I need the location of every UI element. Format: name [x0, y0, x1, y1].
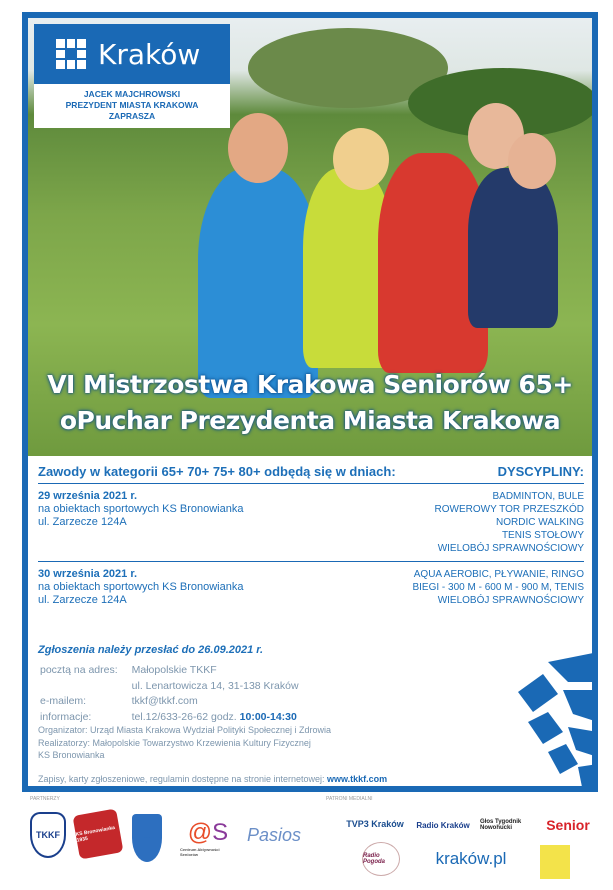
- invitation: [34, 84, 230, 128]
- email-link[interactable]: tkkf@tkkf.com: [131, 695, 198, 707]
- day-place: na obiektach sportowych KS Bronowianka: [38, 503, 244, 515]
- day-address: ul. Zarzecze 124A: [38, 516, 127, 528]
- disciplines-heading: DYSCYPLINY:: [497, 464, 584, 479]
- discipline: ROWEROWY TOR PRZESZKÓD: [434, 504, 584, 515]
- post-address: Małopolskie TKKF: [131, 664, 217, 676]
- media-logo-radio-krakow: Radio Kraków: [416, 820, 470, 830]
- day-row: [38, 484, 584, 562]
- media-label: PATRONI MEDIALNI: [326, 796, 373, 802]
- krakow-logo: [34, 24, 230, 84]
- discipline: TENIS STOŁOWY: [501, 530, 584, 541]
- discipline: WIELOBÓJ SPRAWNOŚCIOWY: [437, 543, 584, 554]
- day-address: ul. Zarzecze 124A: [38, 594, 127, 606]
- invite-line: ZAPRASZA: [108, 111, 156, 121]
- partner-name: Centrum Aktywności Seniorów: [180, 847, 220, 857]
- partner-logo-krakow-crest: Kraków herb: [132, 814, 162, 862]
- website-link[interactable]: www.tkkf.com: [327, 774, 388, 784]
- email-label: e-mailem:: [40, 695, 87, 707]
- contact-table: [38, 662, 313, 726]
- phone: tel.12/633-26-62 godz.: [131, 710, 237, 723]
- post-label: pocztą na adres:: [40, 664, 118, 676]
- media-logo-glos: Głos Tygodnik Nowohucki: [480, 819, 522, 831]
- krakow-pattern-icon: [508, 652, 598, 792]
- day-row: [38, 562, 584, 613]
- title-line-2: oPuchar Prezydenta Miasta Krakowa: [59, 406, 561, 435]
- media-logo-gazeta: Gazeta: [540, 845, 570, 879]
- website-text: Zapisy, karty zgłoszeniowe, regulamin dostępne na stronie internetowej:: [38, 774, 325, 784]
- discipline: BADMINTON, BULE: [492, 491, 584, 502]
- day-place: na obiektach sportowych KS Bronowianka: [38, 581, 244, 593]
- title-line-1: VI Mistrzostwa Krakowa Seniorów 65+: [47, 370, 573, 399]
- realizers: Realizatorzy: Małopolskie Towarzystwo Krzewienia Kultury Fizycznej: [38, 737, 311, 748]
- discipline: NORDIC WALKING: [496, 517, 584, 528]
- partners-label: PARTNERZY: [30, 796, 60, 802]
- krakow-logo-icon: [56, 39, 86, 69]
- media-logo-radio-pogoda: Radio Pogoda: [362, 842, 400, 876]
- categories-heading: Zawody w kategorii 65+ 70+ 75+ 80+ odbędą się w dniach:: [38, 464, 396, 479]
- website-note: [38, 774, 387, 784]
- organizers: [38, 724, 331, 762]
- day-date: 29 września 2021 r.: [38, 490, 138, 502]
- media-logo-krakow-pl: kraków.pl: [435, 849, 507, 868]
- discipline: AQUA AEROBIC, PŁYWANIE, RINGO: [413, 569, 584, 580]
- logo-text: Kraków: [98, 37, 201, 71]
- invite-line: PREZYDENT MIASTA KRAKOWA: [65, 100, 199, 110]
- partner-logo-pasios: Pasios: [246, 824, 302, 845]
- invite-line: JACEK MAJCHROWSKI: [83, 89, 181, 99]
- organizer: Organizator: Urząd Miasta Krakowa Wydział Polityki Społecznej i Zdrowia: [38, 725, 332, 735]
- media-logo-tvp3: TVP3 Kraków: [346, 819, 404, 829]
- info-label: informacje:: [40, 710, 92, 723]
- discipline: BIEGI - 300 M - 600 M - 900 M, TENIS: [412, 582, 584, 593]
- day-date: 30 września 2021 r.: [38, 568, 138, 580]
- media-logo-senior: Senior: [546, 817, 590, 833]
- hours: 10:00-14:30: [239, 710, 297, 723]
- realizers-2: KS Bronowianka: [38, 750, 105, 760]
- poster: [22, 12, 598, 792]
- post-address-line2: ul. Lenartowicza 14, 31-138 Kraków: [131, 679, 299, 692]
- discipline: WIELOBÓJ SPRAWNOŚCIOWY: [437, 595, 584, 606]
- registration-deadline: Zgłoszenia należy przesłać do 26.09.2021 r.: [38, 644, 264, 656]
- competition-section: [38, 464, 584, 613]
- partner-logo-tkkf: TKKF: [30, 812, 66, 858]
- partner-logo-bronowianka: KS Bronowianka 1935: [73, 809, 124, 860]
- partner-logo-cas: @S Centrum Aktywności Seniorów: [180, 816, 236, 860]
